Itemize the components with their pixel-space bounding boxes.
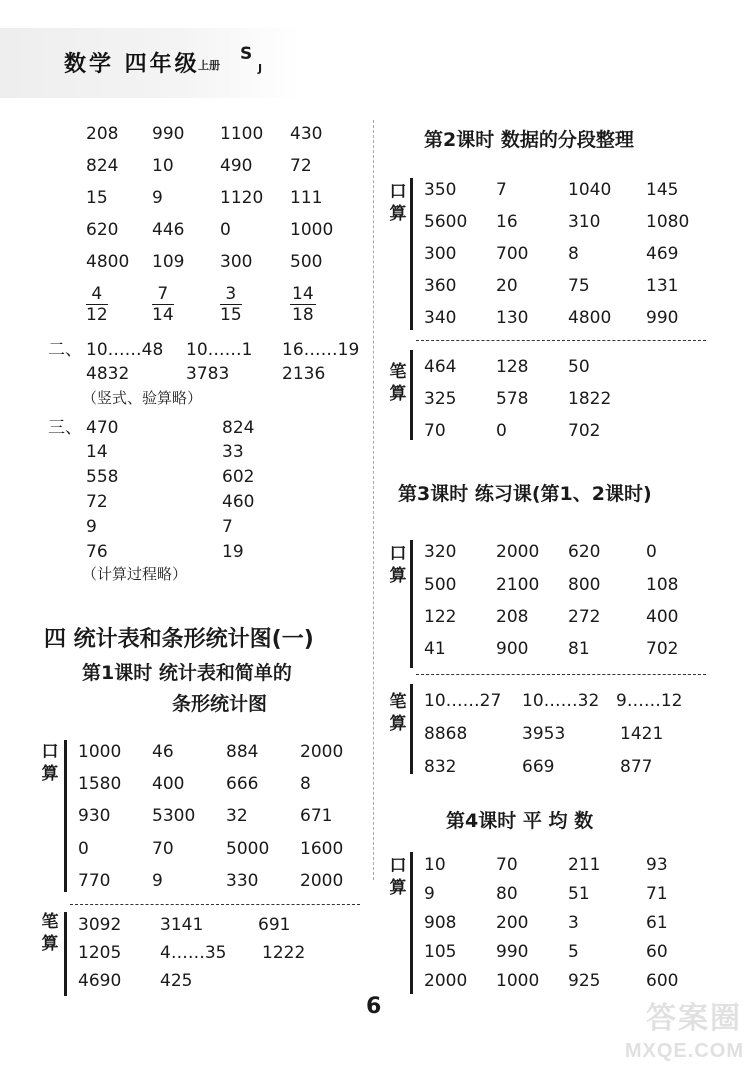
answer-value: 330 <box>226 871 259 891</box>
watermark-logo <box>594 993 744 1063</box>
answer-value: 7 <box>496 180 507 200</box>
answer-value: 900 <box>496 639 529 659</box>
answer-value: 81 <box>568 639 590 659</box>
answer-value: 620 <box>568 542 601 562</box>
answer-value: 325 <box>424 389 457 409</box>
answer-value: 105 <box>424 942 457 962</box>
answer-value: 8 <box>568 244 579 264</box>
block-separator <box>416 340 706 341</box>
answer-value: 669 <box>522 757 555 777</box>
answer-value: 0 <box>496 421 507 441</box>
fraction <box>220 286 242 324</box>
written-label-char: 算 <box>389 384 407 404</box>
answer-value: 33 <box>222 442 244 462</box>
edition-mark-s: S <box>240 44 253 64</box>
answer-value: 10……32 <box>522 691 600 711</box>
lesson-heading: 第2课时 数据的分段整理 <box>424 129 634 151</box>
answer-value: 4832 <box>86 364 130 384</box>
written-label-char: 算 <box>389 714 407 734</box>
answer-value: 430 <box>290 124 323 144</box>
answer-value: 500 <box>424 575 457 595</box>
fraction-denominator: 15 <box>220 305 242 325</box>
answer-value: 80 <box>496 884 518 904</box>
answer-value: 990 <box>496 942 529 962</box>
answer-value: 72 <box>86 492 108 512</box>
answer-value: 128 <box>496 357 529 377</box>
answer-value: 16 <box>496 212 518 232</box>
block-rule <box>410 540 413 668</box>
answer-value: 400 <box>646 607 679 627</box>
answer-value: 5 <box>568 942 579 962</box>
note: （计算过程略） <box>82 565 188 583</box>
answer-value: 3783 <box>186 364 230 384</box>
answer-value: 70 <box>152 839 174 859</box>
answer-value: 310 <box>568 212 601 232</box>
page-header <box>0 0 750 110</box>
answer-value: 700 <box>496 244 529 264</box>
answer-value: 824 <box>86 156 119 176</box>
answer-value: 470 <box>86 418 119 438</box>
answer-value: 51 <box>568 884 590 904</box>
block-separator <box>416 674 706 675</box>
fraction-denominator: 14 <box>152 305 174 325</box>
answer-value: 1822 <box>568 389 612 409</box>
answer-value: 46 <box>152 742 174 762</box>
answer-value: 0 <box>220 220 231 240</box>
answer-value: 469 <box>646 244 679 264</box>
answer-value: 1205 <box>78 943 122 963</box>
answer-value: 9 <box>152 871 163 891</box>
lesson-heading: 第3课时 练习课(第1、2课时) <box>398 483 652 505</box>
answer-value: 490 <box>220 156 253 176</box>
answer-value: 425 <box>160 971 193 991</box>
answer-value: 9……12 <box>616 691 683 711</box>
answer-value: 666 <box>226 774 259 794</box>
answer-value: 111 <box>290 188 323 208</box>
answer-value: 50 <box>568 357 590 377</box>
answer-value: 1080 <box>646 212 690 232</box>
answer-value: 93 <box>646 855 668 875</box>
answer-value: 2000 <box>424 971 468 991</box>
fraction-numerator: 7 <box>152 286 174 305</box>
answer-value: 108 <box>646 575 679 595</box>
part-label: 二、 <box>48 340 82 360</box>
answer-value: 60 <box>646 942 668 962</box>
answer-value: 2136 <box>282 364 326 384</box>
answer-value: 3953 <box>522 724 566 744</box>
mental-label-char: 口 <box>389 856 407 876</box>
answer-value: 15 <box>86 188 108 208</box>
answer-value: 3092 <box>78 915 122 935</box>
answer-value: 19 <box>222 542 244 562</box>
answer-value: 10 <box>152 156 174 176</box>
answer-value: 76 <box>86 542 108 562</box>
written-label-char: 算 <box>41 934 59 954</box>
watermark-url: MXQE.COM <box>624 1040 744 1062</box>
mental-label-char: 算 <box>389 878 407 898</box>
answer-value: 32 <box>226 806 248 826</box>
section-heading: 四 统计表和条形统计图(一) <box>44 627 314 652</box>
answer-value: 9 <box>86 517 97 537</box>
answer-value: 10……27 <box>424 691 502 711</box>
answer-value: 20 <box>496 276 518 296</box>
answer-value: 300 <box>220 252 253 272</box>
lesson-heading-cont: 条形统计图 <box>172 693 268 715</box>
fraction-denominator: 12 <box>86 305 108 325</box>
answer-value: 1421 <box>620 724 664 744</box>
answer-value: 990 <box>646 308 679 328</box>
answer-value: 3141 <box>160 915 204 935</box>
answer-value: 620 <box>86 220 119 240</box>
answer-value: 0 <box>78 839 89 859</box>
block-rule <box>410 178 413 330</box>
answer-value: 16……19 <box>282 340 360 360</box>
mental-label-char: 口 <box>389 182 407 202</box>
answer-value: 770 <box>78 871 111 891</box>
note: （竖式、验算略） <box>82 389 203 407</box>
answer-value: 884 <box>226 742 259 762</box>
lesson-heading: 第4课时 平 均 数 <box>446 810 594 832</box>
answer-value: 360 <box>424 276 457 296</box>
book-volume: 上册 <box>198 59 220 72</box>
written-label-char: 笔 <box>41 912 59 932</box>
answer-value: 2000 <box>300 871 344 891</box>
answer-value: 71 <box>646 884 668 904</box>
fraction-numerator: 3 <box>220 286 242 305</box>
answer-value: 130 <box>496 308 529 328</box>
answer-value: 2000 <box>300 742 344 762</box>
answer-value: 145 <box>646 180 679 200</box>
part-label: 三、 <box>48 418 82 438</box>
answer-value: 832 <box>424 757 457 777</box>
answer-value: 122 <box>424 607 457 627</box>
answer-value: 600 <box>646 971 679 991</box>
answer-value: 800 <box>568 575 601 595</box>
answer-value: 131 <box>646 276 679 296</box>
answer-value: 70 <box>424 421 446 441</box>
answer-value: 460 <box>222 492 255 512</box>
answer-value: 10……48 <box>86 340 164 360</box>
answer-value: 578 <box>496 389 529 409</box>
answer-value: 1000 <box>290 220 334 240</box>
block-rule <box>64 740 67 892</box>
answer-value: 691 <box>258 915 291 935</box>
fraction <box>86 286 108 324</box>
answer-value: 208 <box>86 124 119 144</box>
mental-label-char: 口 <box>389 544 407 564</box>
answer-value: 1600 <box>300 839 344 859</box>
answer-value: 671 <box>300 806 333 826</box>
answer-value: 400 <box>152 774 185 794</box>
answer-value: 300 <box>424 244 457 264</box>
block-rule <box>410 684 413 774</box>
answer-value: 320 <box>424 542 457 562</box>
watermark-text: 答案圈 <box>646 1001 742 1036</box>
answer-value: 930 <box>78 806 111 826</box>
answer-value: 4800 <box>568 308 612 328</box>
answer-value: 1100 <box>220 124 264 144</box>
answer-value: 5600 <box>424 212 468 232</box>
answer-value: 602 <box>222 467 255 487</box>
answer-value: 1580 <box>78 774 122 794</box>
mental-label-char: 算 <box>41 764 59 784</box>
answer-value: 208 <box>496 607 529 627</box>
fraction <box>152 286 174 324</box>
answer-value: 5000 <box>226 839 270 859</box>
answer-value: 908 <box>424 913 457 933</box>
answer-value: 464 <box>424 357 457 377</box>
answer-value: 702 <box>646 639 679 659</box>
answer-value: 558 <box>86 467 119 487</box>
answer-value: 41 <box>424 639 446 659</box>
answer-value: 340 <box>424 308 457 328</box>
mental-label-char: 口 <box>41 742 59 762</box>
answer-value: 8 <box>300 774 311 794</box>
answer-value: 200 <box>496 913 529 933</box>
written-label-char: 笔 <box>389 692 407 712</box>
fraction-denominator: 18 <box>292 305 314 325</box>
answer-value: 211 <box>568 855 601 875</box>
answer-value: 1120 <box>220 188 264 208</box>
answer-value: 4690 <box>78 971 122 991</box>
page-number: 6 <box>366 994 382 1019</box>
block-rule <box>410 852 413 994</box>
answer-value: 877 <box>620 757 653 777</box>
book-title: 数学 四年级 <box>64 52 200 77</box>
answer-value: 61 <box>646 913 668 933</box>
answer-value: 446 <box>152 220 185 240</box>
answer-value: 2000 <box>496 542 540 562</box>
column-divider <box>373 120 374 880</box>
answer-value: 9 <box>152 188 163 208</box>
answer-value: 1000 <box>78 742 122 762</box>
fraction-numerator: 4 <box>86 286 108 305</box>
answer-value: 824 <box>222 418 255 438</box>
answer-value: 75 <box>568 276 590 296</box>
answer-value: 72 <box>290 156 312 176</box>
answer-value: 500 <box>290 252 323 272</box>
answer-value: 10……1 <box>186 340 253 360</box>
answer-value: 109 <box>152 252 185 272</box>
answer-value: 990 <box>152 124 185 144</box>
written-label-char: 笔 <box>389 362 407 382</box>
answer-value: 4800 <box>86 252 130 272</box>
mental-label-char: 算 <box>389 566 407 586</box>
answer-value: 7 <box>222 517 233 537</box>
edition-mark-j: J <box>258 62 263 75</box>
block-separator <box>70 904 360 905</box>
answer-value: 10 <box>424 855 446 875</box>
answer-value: 272 <box>568 607 601 627</box>
fraction-numerator: 14 <box>292 284 314 304</box>
mental-label-char: 算 <box>389 204 407 224</box>
block-rule <box>410 350 413 440</box>
answer-value: 702 <box>568 421 601 441</box>
answer-value: 8868 <box>424 724 468 744</box>
fraction <box>290 286 316 324</box>
answer-value: 14 <box>86 442 108 462</box>
answer-value: 925 <box>568 971 601 991</box>
answer-value: 4……35 <box>160 943 227 963</box>
answer-value: 1000 <box>496 971 540 991</box>
lesson-heading: 第1课时 统计表和简单的 <box>82 662 292 684</box>
answer-value: 9 <box>424 884 435 904</box>
answer-value: 1222 <box>262 943 306 963</box>
answer-value: 70 <box>496 855 518 875</box>
answer-value: 3 <box>568 913 579 933</box>
answer-value: 2100 <box>496 575 540 595</box>
answer-value: 1040 <box>568 180 612 200</box>
answer-value: 5300 <box>152 806 196 826</box>
block-rule <box>64 912 67 996</box>
answer-value: 350 <box>424 180 457 200</box>
answer-value: 0 <box>646 542 657 562</box>
